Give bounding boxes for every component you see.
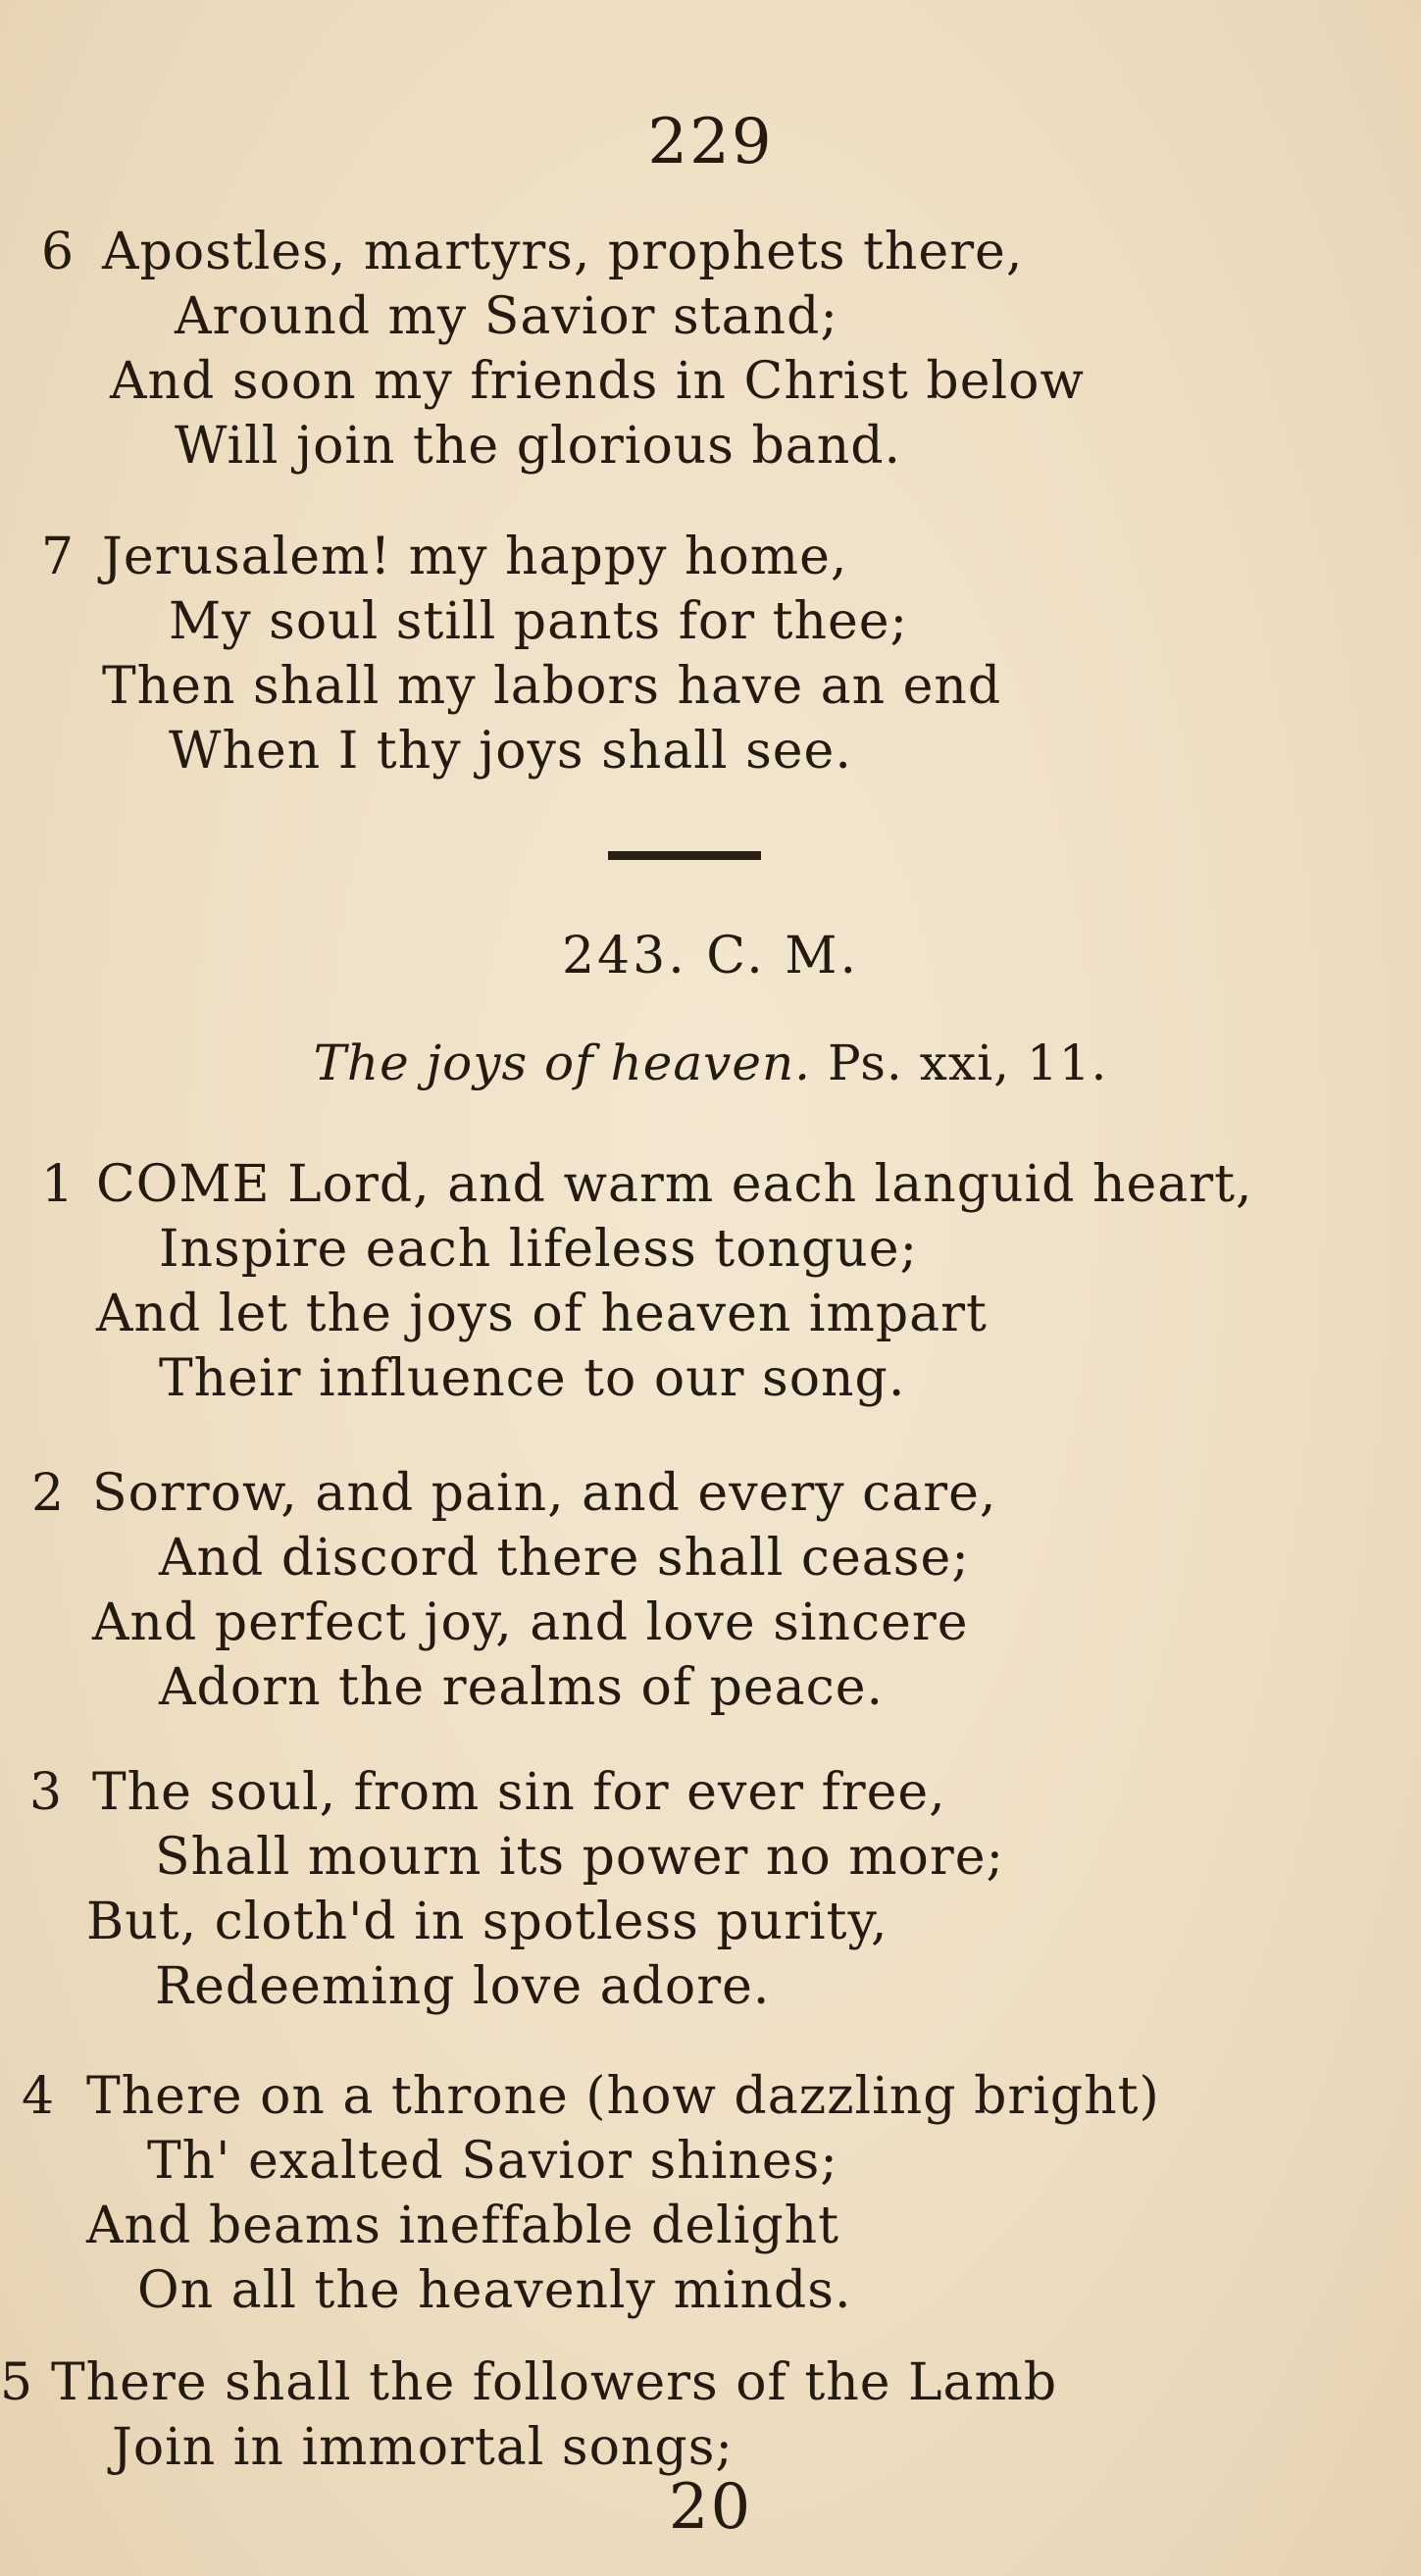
verse-line: But, cloth'd in spotless purity, [86, 1893, 888, 1951]
verse-number: 2 [31, 1464, 65, 1523]
verse-number: 6 [41, 223, 75, 281]
page-number: 229 [647, 106, 774, 178]
verse-number: 1 [41, 1155, 75, 1214]
verse-line: Will join the glorious band. [175, 417, 902, 476]
section-divider [608, 851, 761, 860]
hymn-subtitle-reference: Ps. xxi, 11. [827, 1035, 1108, 1091]
hymn-heading: 243. C. M. [561, 927, 860, 985]
verse-number: 3 [29, 1763, 63, 1822]
verse-number: 5 [0, 2353, 33, 2412]
verse-line: Join in immortal songs; [112, 2418, 734, 2477]
verse-line: Around my Savior stand; [175, 287, 838, 346]
verse-line: Redeeming love adore. [155, 1957, 771, 2016]
verse-line: Then shall my labors have an end [102, 657, 1002, 716]
verse-line: Shall mourn its power no more; [155, 1828, 1004, 1887]
verse-line: When I thy joys shall see. [169, 722, 852, 781]
verse-line: Jerusalem! my happy home, [102, 528, 848, 586]
verse-line: The soul, from sin for ever free, [92, 1763, 946, 1822]
hymn-subtitle-title: The joys of heaven. [313, 1035, 812, 1091]
signature-mark: 20 [668, 2471, 753, 2544]
hymn-subtitle [0, 1035, 1421, 1091]
verse-line: Apostles, martyrs, prophets there, [102, 223, 1024, 281]
verse-line: And beams ineffable delight [86, 2197, 840, 2255]
verse-line: Their influence to our song. [159, 1349, 906, 1408]
verse-line: And soon my friends in Christ below [110, 352, 1085, 411]
verse-number: 7 [41, 528, 75, 586]
verse-line: Inspire each lifeless tongue; [159, 1220, 919, 1279]
verse-line: My soul still pants for thee; [169, 592, 909, 651]
verse-line: Sorrow, and pain, and every care, [92, 1464, 997, 1523]
verse-line: COME Lord, and warm each languid heart, [96, 1155, 1253, 1214]
verse-number: 4 [22, 2067, 55, 2126]
verse-line: And let the joys of heaven impart [96, 1285, 988, 1343]
verse-line: Th' exalted Savior shines; [147, 2132, 838, 2191]
verse-line: And discord there shall cease; [159, 1529, 970, 1588]
verse-line: There on a throne (how dazzling bright) [86, 2067, 1160, 2126]
verse-line: There shall the followers of the Lamb [51, 2353, 1058, 2412]
verse-line: Adorn the realms of peace. [159, 1658, 885, 1717]
verse-line: On all the heavenly minds. [137, 2261, 852, 2320]
verse-line: And perfect joy, and love sincere [92, 1593, 969, 1652]
